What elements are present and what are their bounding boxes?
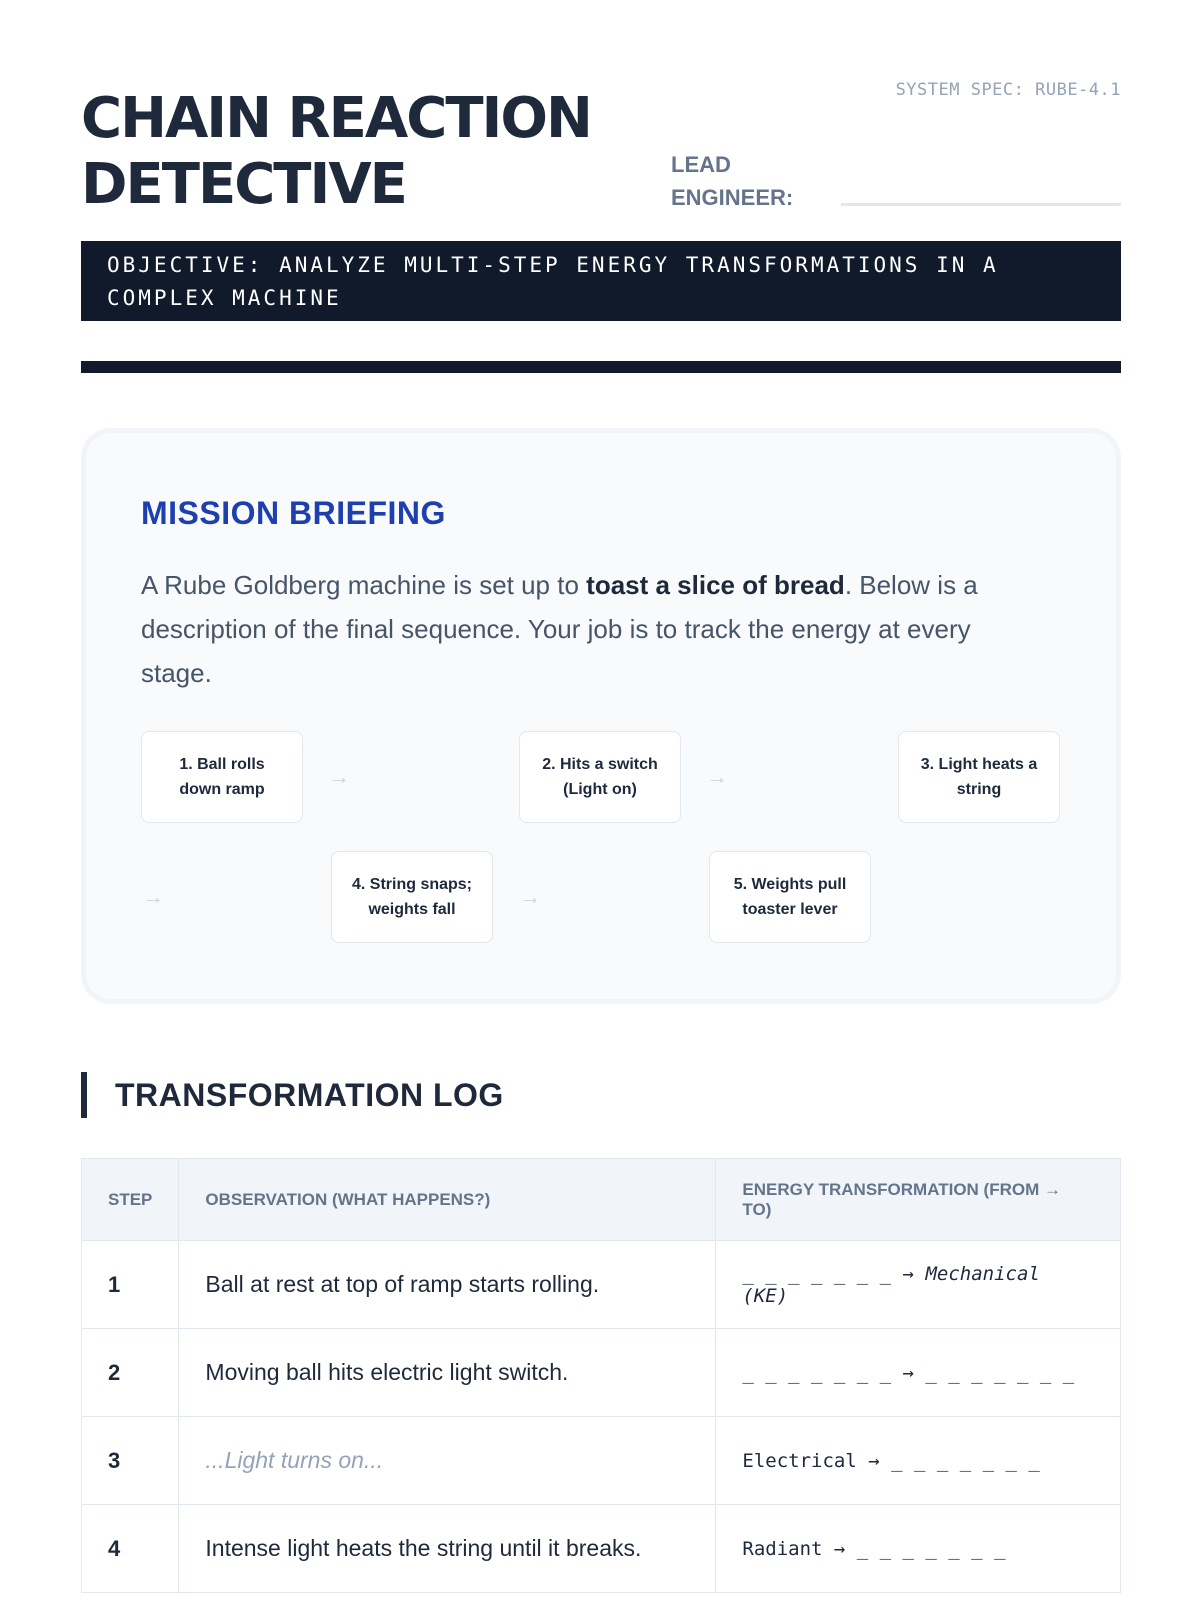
step-5-line-2: toaster lever: [742, 901, 838, 918]
objective-line-1: OBJECTIVE: ANALYZE MULTI-STEP ENERGY TRANSFORMATIONS IN A: [107, 253, 999, 277]
worksheet-page: [81, 0, 1121, 1561]
step-2-line-1: 2. Hits a switch: [542, 756, 658, 773]
briefing-text-end: . Below is a description of the final sequence. Your job is to track the energy at every stage.: [141, 570, 978, 688]
sequence-step-4: [331, 851, 493, 943]
step-5-line-1: 5. Weights pull: [733, 876, 847, 893]
divider-rule: [81, 361, 1121, 373]
sequence-step-3: [898, 731, 1060, 823]
arrow-right-icon: →: [706, 764, 728, 789]
step-4-line-2: weights fall: [368, 901, 456, 918]
step-3-line-2: string: [956, 781, 1002, 798]
row-observation: Moving ball hits electric light switch.: [179, 1329, 716, 1417]
table-row: [82, 1417, 1121, 1505]
objective-line-2: COMPLEX MACHINE: [107, 286, 342, 310]
mission-briefing-card: [81, 428, 1121, 1004]
step-3-line-1: 3. Light heats a: [920, 756, 1038, 773]
row-step-number: 3: [82, 1417, 179, 1505]
row-observation: Intense light heats the string until it breaks.: [179, 1505, 716, 1593]
step-1-line-2: down ramp: [179, 781, 265, 798]
table-row: [82, 1329, 1121, 1417]
transformation-log-title: TRANSFORMATION LOG: [81, 1072, 504, 1118]
lead-engineer-blank[interactable]: [841, 203, 1121, 206]
row-step-number: 1: [82, 1241, 179, 1329]
lead-label-line-2: ENGINEER:: [671, 185, 794, 210]
table-row: [82, 1505, 1121, 1593]
row-observation: ...Light turns on...: [179, 1417, 716, 1505]
title-line-2: DETECTIVE: [81, 152, 406, 217]
row-energy-transformation[interactable]: Electrical → _ _ _ _ _ _ _: [716, 1417, 1121, 1505]
column-header-energy: ENERGY TRANSFORMATION (FROM → TO): [716, 1159, 1121, 1241]
row-step-number: 4: [82, 1505, 179, 1593]
step-4-line-1: 4. String snaps;: [351, 876, 473, 893]
energy-blank[interactable]: _ _ _ _ _ _ _ →: [742, 1262, 926, 1285]
arrow-right-icon: →: [328, 764, 350, 789]
row-energy-transformation[interactable]: Radiant → _ _ _ _ _ _ _: [716, 1505, 1121, 1593]
sequence-step-2: [519, 731, 681, 823]
row-energy-transformation[interactable]: [716, 1241, 1121, 1329]
system-spec-label: SYSTEM SPEC: RUBE-4.1: [895, 80, 1121, 100]
transformation-log-table: [81, 1158, 1121, 1593]
objective-banner: [81, 241, 1121, 321]
title-line-1: CHAIN REACTION: [81, 86, 591, 151]
briefing-text-bold: toast a slice of bread: [586, 570, 845, 600]
step-2-line-2: (Light on): [563, 781, 637, 798]
briefing-title: MISSION BRIEFING: [141, 495, 446, 531]
worksheet-header: [81, 0, 1121, 240]
row-step-number: 2: [82, 1329, 179, 1417]
arrow-right-icon: →: [142, 884, 164, 909]
column-header-step: STEP: [82, 1159, 179, 1241]
row-energy-transformation[interactable]: _ _ _ _ _ _ _ → _ _ _ _ _ _ _: [716, 1329, 1121, 1417]
sequence-step-1: [141, 731, 303, 823]
energy-known-value: Mechanical (KE): [742, 1262, 1040, 1307]
sequence-step-5: [709, 851, 871, 943]
step-1-line-1: 1. Ball rolls: [179, 756, 265, 773]
briefing-text: [141, 563, 1031, 695]
page-title: [81, 86, 681, 218]
table-row: [82, 1241, 1121, 1329]
table-header-row: [82, 1159, 1121, 1241]
lead-engineer-label: [671, 148, 831, 214]
row-observation: Ball at rest at top of ramp starts rolling.: [179, 1241, 716, 1329]
column-header-observation: OBSERVATION (WHAT HAPPENS?): [179, 1159, 716, 1241]
briefing-text-start: A Rube Goldberg machine is set up to: [141, 570, 587, 600]
lead-label-line-1: LEAD: [671, 152, 731, 177]
arrow-right-icon: →: [519, 884, 541, 909]
